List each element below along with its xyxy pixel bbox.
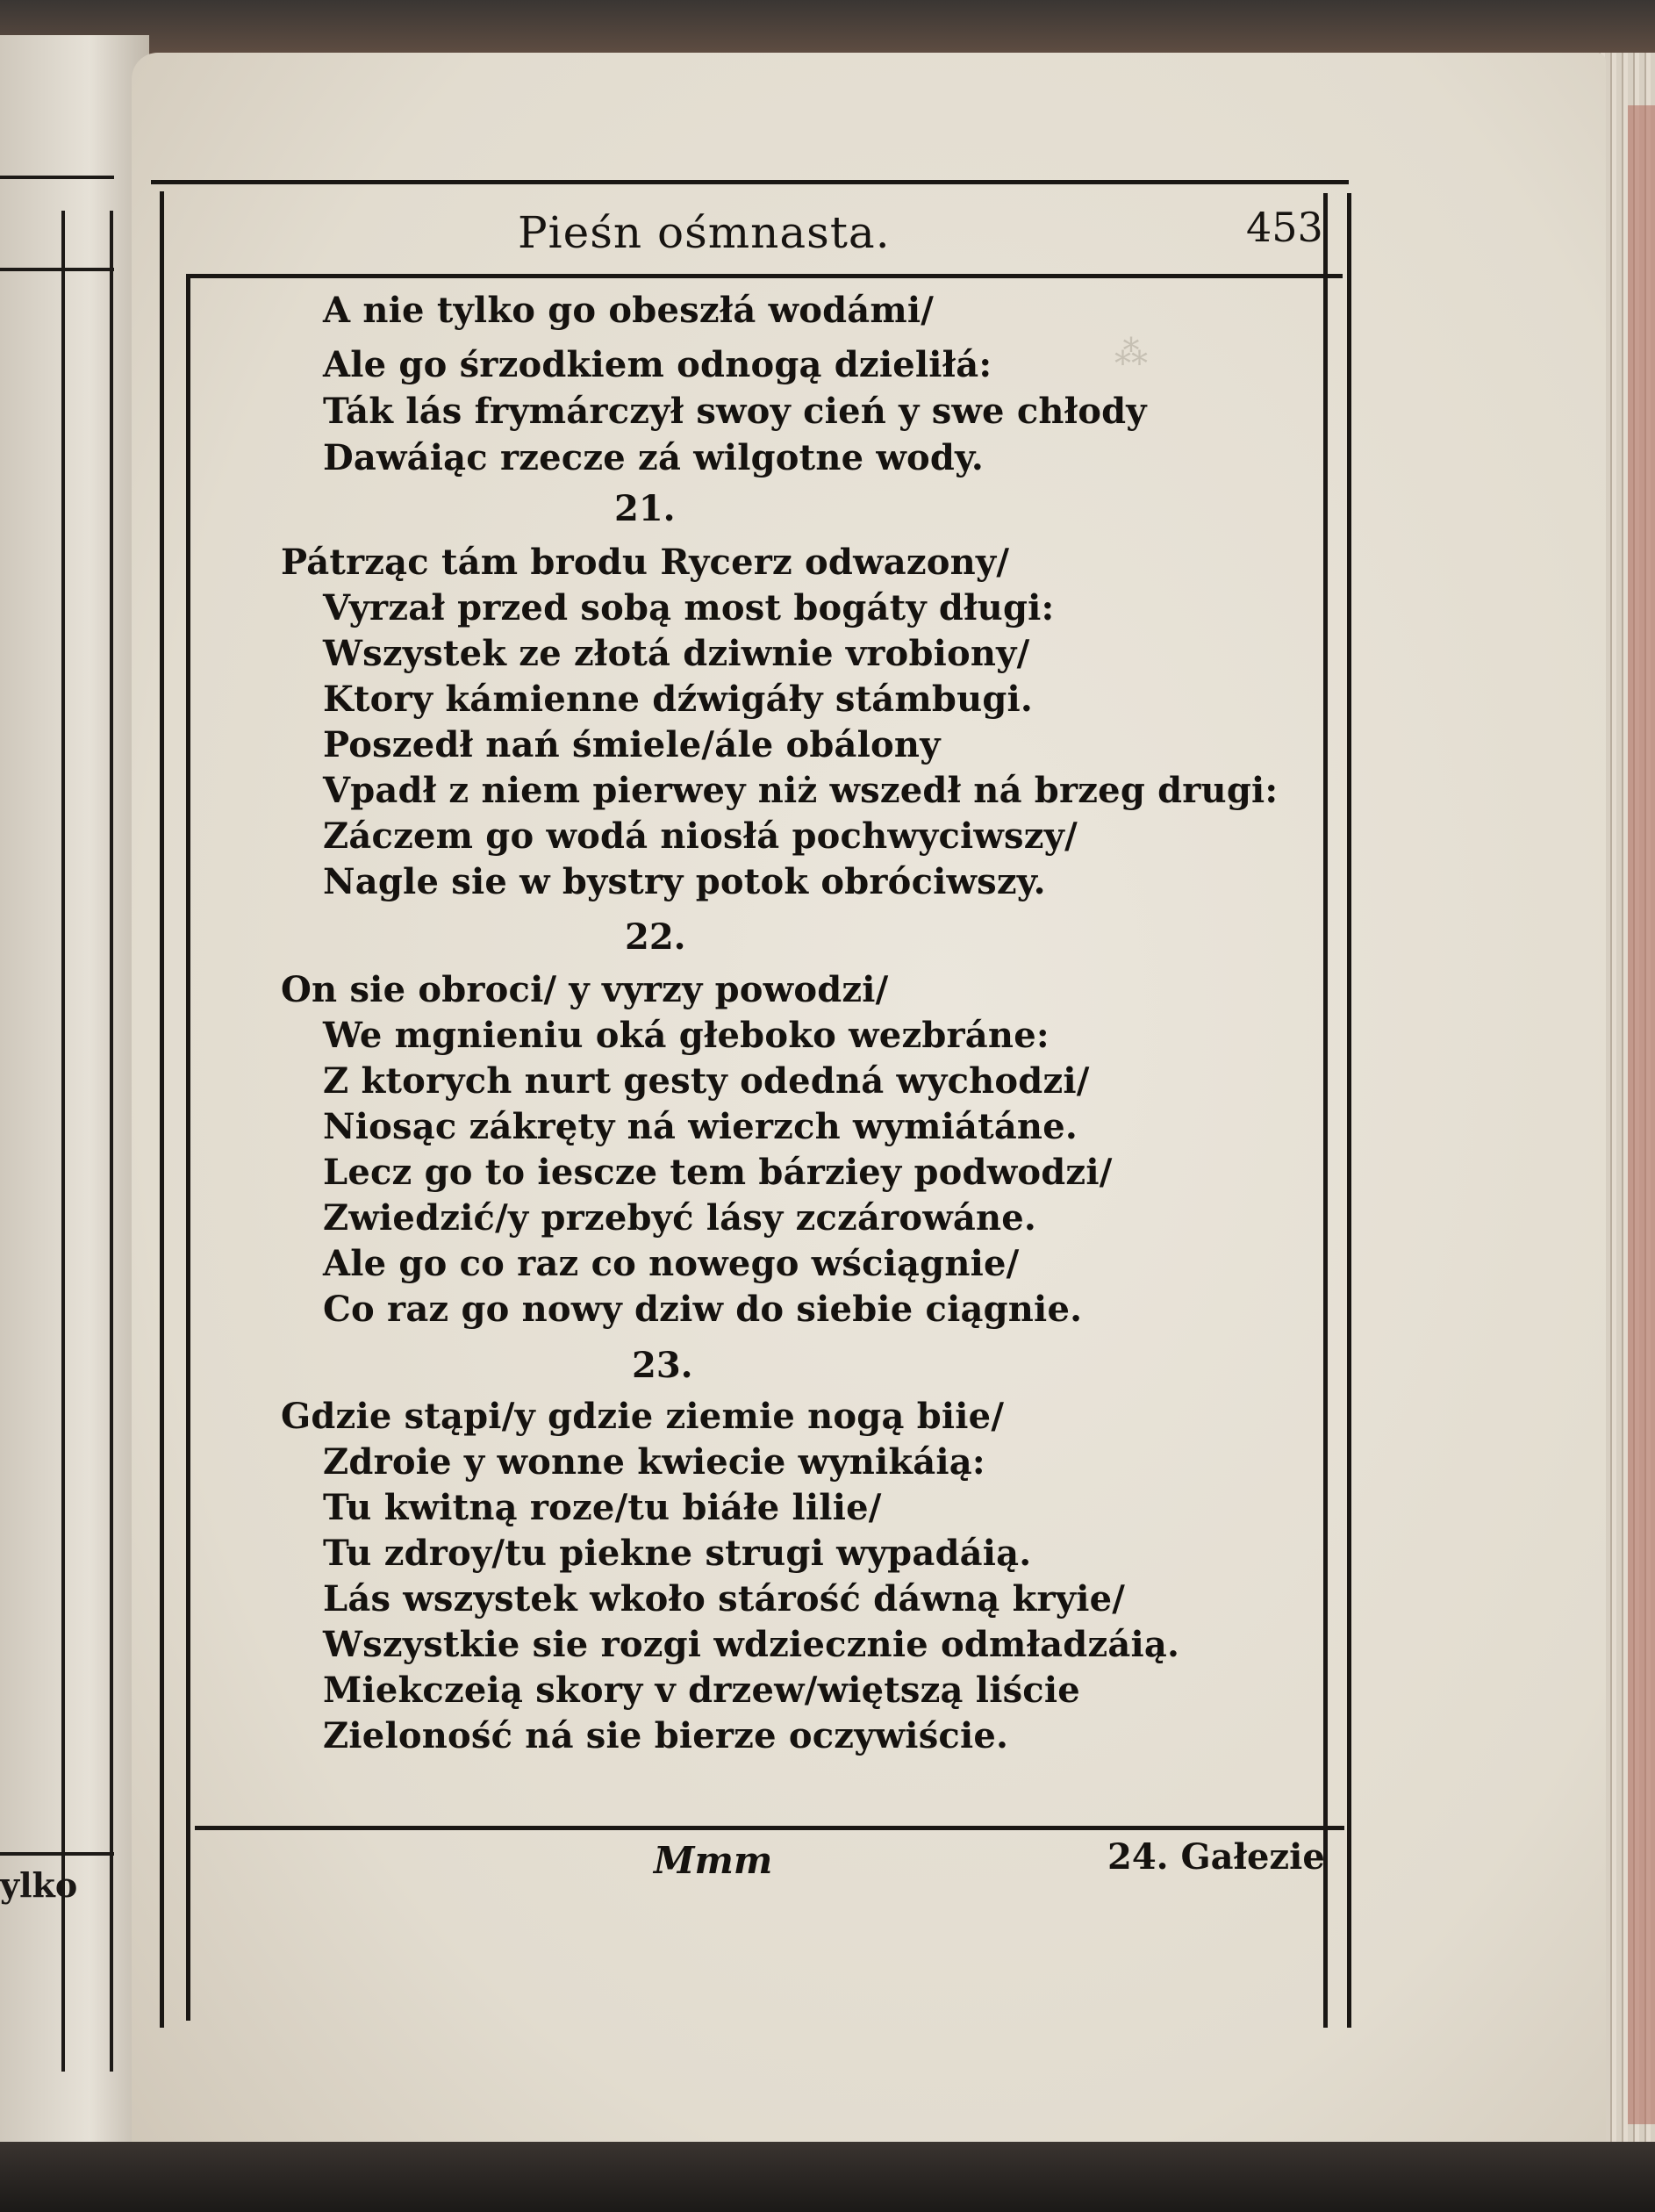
previous-page-top-rule xyxy=(0,176,114,179)
page-number: 453 xyxy=(1246,204,1323,251)
verse-line: Z ktorych nurt gesty odedná wychodzi/ xyxy=(323,1060,1090,1102)
footer-rule xyxy=(195,1826,1344,1830)
verse-line: Lás wszystek wkoło stárość dáwną kryie/ xyxy=(323,1578,1126,1620)
running-head-title: Pieśn ośmnasta. xyxy=(518,207,891,258)
verse-line: Zieloność ná sie bierze oczywiście. xyxy=(323,1715,1009,1756)
header-rule xyxy=(189,274,1343,278)
verse-line: Niosąc zákręty ná wierzch wymiátáne. xyxy=(323,1106,1078,1147)
frame-left-inner xyxy=(186,274,190,2021)
verse-line: Vpadł z niem pierwey niż wszedł ná brzeg drugi: xyxy=(323,770,1279,811)
book-bottom-edge xyxy=(0,2142,1655,2212)
stanza-number: 21. xyxy=(614,488,676,529)
verse-line: Ale go śrzodkiem odnogą dzieliłá: xyxy=(323,344,992,385)
verse-line: Zwiedzić/y przebyć lásy zczárowáne. xyxy=(323,1197,1037,1239)
verse-line: Pátrząc tám brodu Rycerz odwazony/ xyxy=(281,542,1010,583)
red-page-edge xyxy=(1628,105,1655,2124)
verse-line: Miekczeią skory v drzew/więtszą liście xyxy=(323,1670,1080,1711)
stanza-number: 22. xyxy=(625,916,686,958)
verse-line: Wszystek ze złotá dziwnie vrobiony/ xyxy=(323,633,1030,674)
verse-line: On sie obroci/ y vyrzy powodzi/ xyxy=(281,969,889,1010)
verse-line: Ktory kámienne dźwigáły stámbugi. xyxy=(323,679,1034,720)
signature-mark: Mmm xyxy=(654,1839,773,1882)
verse-line: We mgnieniu oká głeboko wezbráne: xyxy=(323,1015,1050,1056)
previous-page-header-rule xyxy=(0,268,114,271)
frame-right-outer xyxy=(1347,193,1351,2028)
verse-line: Nagle sie w bystry potok obróciwszy. xyxy=(323,861,1046,902)
verse-line: Gdzie stąpi/y gdzie ziemie nogą biie/ xyxy=(281,1396,1005,1437)
verse-line: Zdroie y wonne kwiecie wynikáią: xyxy=(323,1441,985,1483)
verse-line: Tu kwitną roze/tu biáłe lilie/ xyxy=(323,1487,882,1528)
previous-page-bottom-rule xyxy=(0,1852,114,1856)
verse-line: Ták lás frymárczył swoy cień y swe chłody xyxy=(323,391,1147,432)
frame-top-rule xyxy=(151,180,1349,184)
frame-right-inner xyxy=(1323,193,1328,2028)
previous-page-catchword: ylko xyxy=(0,1865,78,1905)
previous-page-frame-rule xyxy=(110,211,113,2072)
catchword: 24. Gałezie xyxy=(1107,1836,1325,1878)
verse-line: Wszystkie sie rozgi wdziecznie odmładzáią. xyxy=(323,1624,1180,1665)
verse-line: A nie tylko go obeszłá wodámi/ xyxy=(323,290,935,331)
verse-line: Ale go co raz co nowego wściągnie/ xyxy=(323,1243,1020,1284)
verse-line: Tu zdroy/tu piekne strugi wypadáią. xyxy=(323,1533,1032,1574)
stanza-number: 23. xyxy=(632,1345,693,1386)
previous-page-frame-rule xyxy=(61,211,65,2072)
previous-page xyxy=(0,35,149,2177)
verse-line: Záczem go wodá niosłá pochwyciwszy/ xyxy=(323,815,1078,857)
verse-line: Co raz go nowy dziw do siebie ciągnie. xyxy=(323,1289,1083,1330)
verse-line: Dawáiąc rzecze zá wilgotne wody. xyxy=(323,437,985,478)
verse-line: Lecz go to iescze tem bárziey podwodzi/ xyxy=(323,1152,1113,1193)
verse-line: Poszedł nań śmiele/ále obálony xyxy=(323,724,941,765)
frame-left-outer xyxy=(160,191,164,2028)
verse-line: Vyrzał przed sobą most bogáty długi: xyxy=(323,587,1055,628)
show-through-text: ⁂ xyxy=(1114,334,1148,372)
